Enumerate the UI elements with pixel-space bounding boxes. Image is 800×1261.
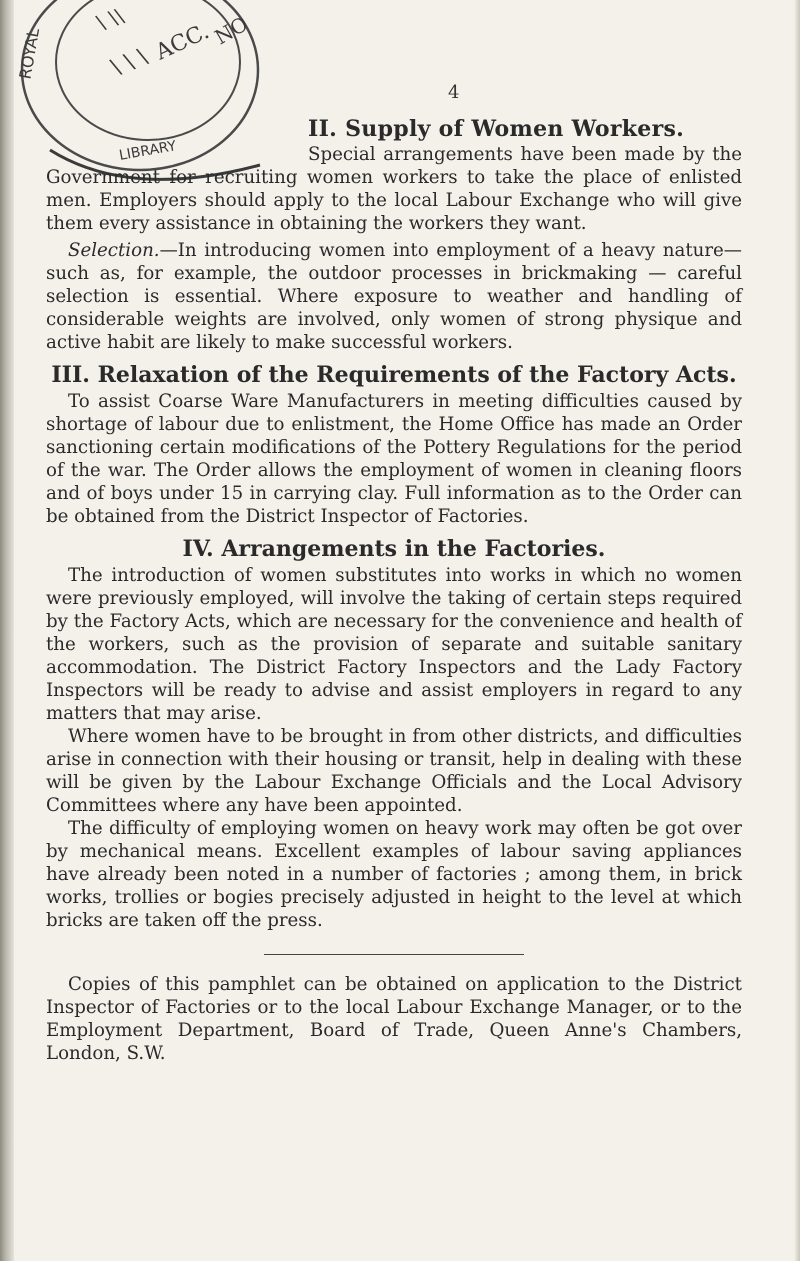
svg-text:ACC.: ACC. — [151, 19, 214, 66]
footer-note: Copies of this pamphlet can be obtained on application to the District Inspector of Factories or to the local Labour Exchange Manager, or to the Employment Department, Board of Trade, Queen Anne's Chambers, London, S.W. — [46, 974, 742, 1064]
selection-label: Selection. — [68, 240, 160, 261]
svg-text:ROYAL: ROYAL — [15, 26, 44, 81]
page-right-edge — [794, 0, 800, 1261]
svg-text:LIBRARY: LIBRARY — [117, 138, 178, 164]
paragraph-relaxation: To assist Coarse Ware Manufacturers in meeting difficulties caused by shortage of labour due to enlistment, the Home Office has made an Order sanctioning certain modifications of the Pottery Regulations for the period of the war. The Order allows the employment of women in cleaning floors and of boys under 15 in carrying clay. Full information as to the Order can be obtained from the District Inspector of Factories. — [46, 391, 742, 527]
section-heading-arrangements: IV. Arrangements in the Factories. — [182, 536, 606, 562]
paragraph-arrangements-1: The introduction of women substitutes into works in which no women were previously employed, will involve the taking of certain steps required by the Factory Acts, which are necessary for the convenience and health of the workers, such as the provision of separate and suitable sanitary accommodation. The District Factory Inspectors and the Lady Factory Inspectors will be ready to advise and assist employers in regard to any matters that may arise. — [46, 565, 742, 724]
paragraph-arrangements-2: Where women have to be brought in from other districts, and difficulties arise in connection with their housing or transit, help in dealing with these will be given by the Labour Exchange Officials and the Local Advisory Committees where any have been appointed. — [46, 726, 742, 816]
paragraph-supply: Special arrangements have been made by the Government for recruiting women workers to take the place of enlisted men. Employers should apply to the local Labour Exchange who will give them every assistance in obtaining the workers they want. — [46, 144, 742, 234]
section-heading-supply: II. Supply of Women Workers. — [308, 116, 685, 142]
section-heading-relaxation: III. Relaxation of the Requirements of the Factory Acts. — [51, 362, 737, 388]
svg-text:\ \ \: \ \ \ — [107, 43, 151, 81]
paragraph-arrangements-3: The difficulty of employing women on heavy work may often be got over by mechanical means. Excellent examples of labour saving appliances have already been noted in a number of factories ; among them, in brick works, trollies or bogies precisely adjusted in height to the level at which bricks are taken off the press. — [46, 818, 742, 931]
page-number: 4 — [448, 82, 460, 103]
selection-text: —In introducing women into employment of a heavy nature—such as, for example, the outdoor processes in brickmaking — careful selection is essential. Where exposure to weather and handling of considerable weights are involved, only women of strong physique and active habit are likely to make successful workers. — [46, 240, 742, 353]
paragraph-selection — [46, 239, 742, 354]
svg-text:NO: NO — [210, 11, 252, 50]
divider-rule — [264, 954, 524, 955]
document-body — [46, 118, 742, 1065]
svg-text:\ \\: \ \\ — [93, 3, 127, 35]
page-binding-edge — [0, 0, 14, 1261]
